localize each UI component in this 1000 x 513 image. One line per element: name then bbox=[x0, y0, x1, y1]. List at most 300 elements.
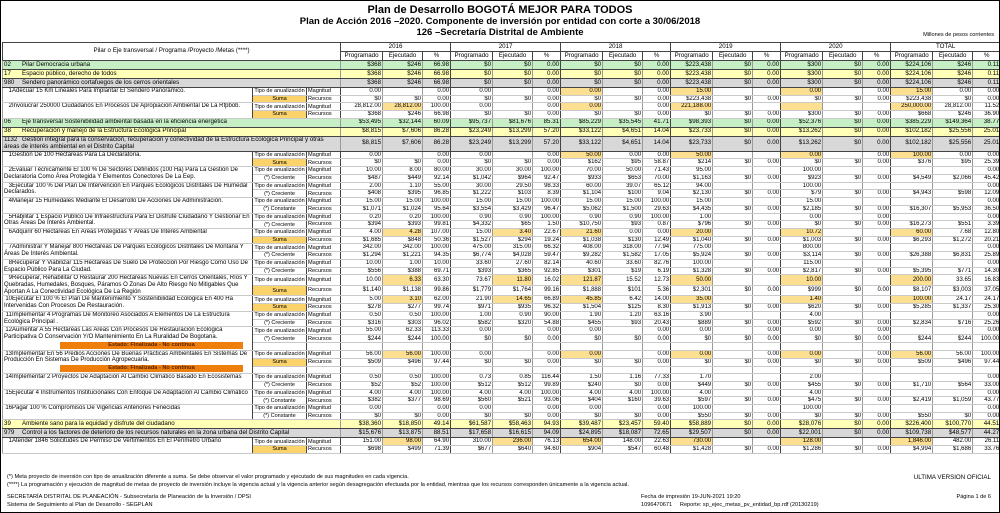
value-cell: 98.69 bbox=[423, 397, 451, 405]
value-cell: $303 bbox=[383, 319, 423, 327]
value-cell: 0.00 bbox=[561, 327, 603, 335]
value-cell: 100.00 bbox=[671, 405, 713, 413]
value-cell: $512 bbox=[493, 381, 533, 389]
value-cell: $7,606 bbox=[383, 127, 423, 136]
value-cell: $17,658 bbox=[451, 429, 493, 438]
value-cell: 45.85 bbox=[561, 296, 603, 304]
meta-number: 1 bbox=[8, 151, 12, 158]
value-cell: $0 bbox=[823, 61, 863, 70]
estado-banner: Estado: Finalizada - No continua bbox=[60, 342, 243, 349]
value-cell bbox=[713, 103, 753, 111]
row-label: Recuperación y manejo de la Estructura Ecológica Principal bbox=[22, 127, 187, 135]
value-cell: 71.39 bbox=[423, 446, 451, 454]
tipo-anualizacion-value: Suma bbox=[253, 358, 307, 366]
value-cell: $246 bbox=[933, 111, 973, 119]
meta-magnitud-row bbox=[3, 228, 1000, 236]
value-cell: $512 bbox=[451, 381, 493, 389]
value-cell: 10.00 bbox=[423, 259, 451, 267]
value-cell: $226,400 bbox=[891, 420, 933, 429]
value-cell: $23,733 bbox=[671, 136, 713, 151]
value-cell: $0 bbox=[493, 95, 533, 103]
value-cell: 0.00 bbox=[341, 151, 383, 159]
value-cell: $1,024 bbox=[383, 205, 423, 213]
value-cell: 0.00 bbox=[973, 374, 1000, 382]
value-cell: 0.00 bbox=[533, 111, 561, 119]
value-cell: $246 bbox=[383, 79, 423, 88]
sub-header: % bbox=[423, 52, 451, 61]
value-cell: 15.00 bbox=[451, 198, 493, 206]
value-cell bbox=[383, 366, 423, 373]
value-cell: 33.65 bbox=[933, 275, 973, 286]
value-cell: 0.00 bbox=[753, 335, 781, 343]
value-cell: 99.86 bbox=[423, 285, 451, 296]
sub-header: Ejecutado bbox=[493, 52, 533, 61]
value-cell: 56.00 bbox=[341, 350, 383, 358]
value-cell: $677 bbox=[451, 446, 493, 454]
value-cell: 0.00 bbox=[753, 358, 781, 366]
meta-label: Involucrar 250000 Ciudadanos En Procesos De Apropiación Ambiental De La Rfpbob. bbox=[12, 103, 241, 110]
tipo-anualizacion-label: Tipo de anualización bbox=[254, 167, 305, 174]
value-cell: 100.00 bbox=[423, 350, 451, 358]
value-cell: 95.00 bbox=[671, 167, 713, 175]
value-cell: $0 bbox=[713, 397, 753, 405]
row-label: Espacio público, derecho de todos bbox=[22, 69, 117, 77]
value-cell: 82.14 bbox=[533, 259, 561, 267]
value-cell: 100.00 bbox=[423, 213, 451, 221]
value-cell: 15.00 bbox=[451, 228, 493, 236]
value-cell: 0.00 bbox=[643, 412, 671, 420]
value-cell: $0 bbox=[823, 420, 863, 429]
value-cell: 72.65 bbox=[643, 429, 671, 438]
value-cell: 12.49 bbox=[643, 236, 671, 244]
value-cell: 8.00 bbox=[383, 167, 423, 175]
meta-number: 8 bbox=[8, 259, 12, 266]
value-cell bbox=[753, 405, 781, 413]
value-cell bbox=[863, 343, 891, 350]
meta-label-cell bbox=[3, 374, 253, 389]
value-cell: 98.33 bbox=[533, 182, 561, 190]
value-cell: 0.00 bbox=[533, 350, 561, 358]
value-cell: 4.00 bbox=[383, 389, 423, 397]
value-cell: 236.00 bbox=[493, 438, 533, 446]
value-cell: $0 bbox=[823, 205, 863, 213]
value-cell: 0.00 bbox=[973, 167, 1000, 175]
value-cell: $1,059 bbox=[933, 397, 973, 405]
value-cell: 76.13 bbox=[533, 438, 561, 446]
value-cell: $377 bbox=[383, 397, 423, 405]
value-cell bbox=[713, 213, 753, 221]
value-cell: $223,438 bbox=[891, 95, 933, 103]
tipo-anualizacion-value: Suma bbox=[253, 111, 307, 119]
row-code: 17 bbox=[4, 69, 11, 77]
value-cell: 0.00 bbox=[753, 304, 781, 312]
value-cell: 0.00 bbox=[973, 151, 1000, 159]
value-cell bbox=[713, 343, 753, 350]
value-cell: $0 bbox=[713, 190, 753, 198]
tipo-anualizacion-label: Tipo de anualización bbox=[254, 88, 305, 95]
value-cell: 20.21 bbox=[973, 236, 1000, 244]
value-cell: 0.00 bbox=[753, 70, 781, 79]
value-cell: 0.00 bbox=[973, 259, 1000, 267]
value-cell: $0 bbox=[713, 136, 753, 151]
value-cell bbox=[973, 343, 1000, 350]
value-cell: 0.00 bbox=[753, 127, 781, 136]
summary-row bbox=[3, 79, 1000, 88]
value-cell: $0 bbox=[341, 412, 383, 420]
value-cell: 54.88 bbox=[533, 319, 561, 327]
magnitud-label: Magnitud bbox=[307, 228, 341, 236]
recursos-label: Recursos bbox=[307, 252, 341, 260]
value-cell bbox=[493, 88, 533, 96]
value-cell: $2,419 bbox=[891, 397, 933, 405]
value-cell: 12.80 bbox=[973, 228, 1000, 236]
value-cell: 92.85 bbox=[533, 267, 561, 275]
value-cell: $0 bbox=[713, 61, 753, 70]
value-cell: 408.00 bbox=[561, 244, 603, 252]
value-cell: $0 bbox=[493, 61, 533, 70]
value-cell: $0 bbox=[781, 358, 823, 366]
sub-header: Programado bbox=[561, 52, 603, 61]
value-cell bbox=[451, 366, 493, 373]
value-cell bbox=[493, 327, 533, 335]
value-cell: $0 bbox=[713, 335, 753, 343]
value-cell: $52 bbox=[383, 381, 423, 389]
value-cell: 0.00 bbox=[533, 88, 561, 96]
value-cell: 0.00 bbox=[753, 319, 781, 327]
value-cell: $0 bbox=[493, 358, 533, 366]
value-cell bbox=[713, 374, 753, 382]
value-cell: $475 bbox=[781, 397, 823, 405]
value-cell: 17.05 bbox=[643, 252, 671, 260]
value-cell: 85.31 bbox=[533, 118, 561, 127]
summary-row bbox=[3, 420, 1000, 429]
value-cell: 96.85 bbox=[423, 190, 451, 198]
meta-number: 10 bbox=[5, 296, 12, 303]
value-cell: $23,249 bbox=[451, 136, 493, 151]
value-cell bbox=[451, 343, 493, 350]
value-cell: $0 bbox=[713, 446, 753, 454]
magnitud-label: Magnitud bbox=[307, 103, 341, 111]
value-cell: 28,812.00 bbox=[933, 103, 973, 111]
value-cell: 0.00 bbox=[753, 327, 781, 335]
value-cell bbox=[933, 311, 973, 319]
value-cell: $496 bbox=[383, 358, 423, 366]
value-cell: 77.94 bbox=[643, 244, 671, 252]
meta-number: 2 bbox=[8, 167, 12, 174]
value-cell: 0.00 bbox=[973, 213, 1000, 221]
value-cell: 0.00 bbox=[451, 88, 493, 96]
tipo-anualizacion-label: Tipo de anualización bbox=[254, 438, 305, 445]
value-cell bbox=[891, 327, 933, 335]
value-cell: $125 bbox=[603, 304, 643, 312]
value-cell: 100.00 bbox=[891, 151, 933, 159]
value-cell: 60.00 bbox=[561, 182, 603, 190]
value-cell bbox=[823, 350, 863, 358]
value-cell: 0.90 bbox=[493, 213, 533, 221]
value-cell: $38,360 bbox=[341, 420, 383, 429]
row-label: Sendero panorámico cortafuegos de los cerros orientales bbox=[22, 78, 180, 86]
value-cell: 221,188.00 bbox=[671, 103, 713, 111]
value-cell bbox=[713, 350, 753, 358]
magnitud-label: Magnitud bbox=[307, 350, 341, 358]
value-cell: 0.00 bbox=[643, 335, 671, 343]
value-cell: 0.00 bbox=[973, 389, 1000, 397]
value-cell: $13,262 bbox=[781, 136, 823, 151]
meta-number: 5 bbox=[8, 213, 12, 220]
value-cell: 96.32 bbox=[533, 304, 561, 312]
value-cell: 94.09 bbox=[533, 429, 561, 438]
meta-magnitud-row bbox=[3, 182, 1000, 190]
value-cell bbox=[973, 366, 1000, 373]
value-cell: 654.00 bbox=[561, 438, 603, 446]
value-cell: 4.00 bbox=[451, 389, 493, 397]
row-code: 39 bbox=[4, 420, 11, 427]
value-cell: 0.00 bbox=[863, 174, 891, 182]
value-cell bbox=[891, 366, 933, 373]
value-cell bbox=[863, 228, 891, 236]
meta-label-cell bbox=[3, 182, 253, 197]
value-cell: $0 bbox=[823, 174, 863, 182]
value-cell: $449 bbox=[383, 174, 423, 182]
value-cell: $0 bbox=[493, 335, 533, 343]
value-cell: 12.09 bbox=[973, 190, 1000, 198]
summary-label-cell bbox=[3, 70, 341, 79]
value-cell: $455 bbox=[561, 319, 603, 327]
value-cell: 0.00 bbox=[863, 381, 891, 389]
year-header: 2019 bbox=[671, 43, 781, 52]
tipo-anualizacion-value: Suma bbox=[253, 446, 307, 454]
value-cell: 0.00 bbox=[561, 405, 603, 413]
summary-row bbox=[3, 118, 1000, 127]
value-cell: 0.00 bbox=[643, 358, 671, 366]
value-cell: 77.33 bbox=[643, 374, 671, 382]
value-cell bbox=[891, 259, 933, 267]
value-cell bbox=[423, 343, 451, 350]
value-cell: $294 bbox=[493, 236, 533, 244]
value-cell: 15.00 bbox=[671, 198, 713, 206]
tipo-anualizacion-value: (*) Creciente bbox=[253, 221, 307, 229]
value-cell: $0 bbox=[781, 335, 823, 343]
value-cell: 50.00 bbox=[671, 151, 713, 159]
value-cell: 100.00 bbox=[533, 213, 561, 221]
value-cell: 88.51 bbox=[423, 429, 451, 438]
meta-label: Adquirir 60 Hectáreas En Áreas Protegidas Y Áreas De Interés Ambiental bbox=[12, 228, 207, 235]
value-cell: 10.00 bbox=[341, 167, 383, 175]
value-cell: 318.00 bbox=[603, 244, 643, 252]
value-cell: $0 bbox=[713, 252, 753, 260]
value-cell bbox=[603, 350, 643, 358]
value-cell bbox=[933, 374, 973, 382]
value-cell: 21.90 bbox=[451, 296, 493, 304]
value-cell bbox=[713, 389, 753, 397]
value-cell: $0 bbox=[603, 70, 643, 79]
row-code: 1132 bbox=[4, 136, 18, 143]
meta-label-cell bbox=[3, 327, 253, 350]
value-cell bbox=[823, 213, 863, 221]
value-cell: 100.00 bbox=[973, 335, 1000, 343]
value-cell: 0.00 bbox=[533, 335, 561, 343]
value-cell: $640 bbox=[493, 446, 533, 454]
value-cell: 107.00 bbox=[423, 228, 451, 236]
value-cell bbox=[863, 366, 891, 373]
value-cell: 94.93 bbox=[533, 420, 561, 429]
value-cell: $0 bbox=[713, 118, 753, 127]
value-cell: $964 bbox=[493, 174, 533, 182]
value-cell: $1,686 bbox=[933, 446, 973, 454]
value-cell bbox=[341, 366, 383, 373]
sub-header: Programado bbox=[451, 52, 493, 61]
value-cell: 0.00 bbox=[671, 327, 713, 335]
value-cell: 0.00 bbox=[863, 70, 891, 79]
value-cell: 24.17 bbox=[973, 296, 1000, 304]
magnitud-label: Magnitud bbox=[307, 198, 341, 206]
value-cell: $2,817 bbox=[781, 267, 823, 275]
value-cell: $0 bbox=[341, 159, 383, 167]
value-cell bbox=[753, 182, 781, 190]
value-cell bbox=[891, 311, 933, 319]
value-cell: 15.00 bbox=[341, 198, 383, 206]
value-cell: 100.00 bbox=[973, 350, 1000, 358]
value-cell bbox=[823, 374, 863, 382]
value-cell: 0.00 bbox=[643, 327, 671, 335]
value-cell: 1.10 bbox=[383, 182, 423, 190]
value-cell: 65.12 bbox=[643, 182, 671, 190]
value-cell bbox=[863, 296, 891, 304]
tipo-anualizacion-value: (*) Constante bbox=[253, 412, 307, 420]
value-cell bbox=[603, 103, 643, 111]
value-cell bbox=[823, 198, 863, 206]
value-cell: 100.00 bbox=[781, 182, 823, 190]
value-cell: $0 bbox=[561, 111, 603, 119]
value-cell bbox=[863, 374, 891, 382]
value-cell: 100.00 bbox=[423, 389, 451, 397]
value-cell: $0 bbox=[781, 221, 823, 229]
tipo-anualizacion-label: Tipo de anualización bbox=[254, 351, 305, 358]
value-cell: $550 bbox=[671, 412, 713, 420]
value-cell bbox=[753, 343, 781, 350]
value-cell: $1,710 bbox=[891, 381, 933, 389]
value-cell: $5,062 bbox=[561, 205, 603, 213]
value-cell: 56.00 bbox=[933, 350, 973, 358]
row-label: Eje transversal Sostenibilidad ambiental basada en la eficiencia energética bbox=[22, 118, 228, 126]
value-cell: 28,812.00 bbox=[341, 103, 383, 111]
tipo-anualizacion-label: Tipo de anualización bbox=[254, 296, 305, 303]
value-cell bbox=[823, 327, 863, 335]
value-cell bbox=[533, 343, 561, 350]
value-cell: $28,076 bbox=[781, 420, 823, 429]
value-cell: $0 bbox=[823, 412, 863, 420]
value-cell: $6,774 bbox=[451, 252, 493, 260]
value-cell: 15.00 bbox=[781, 198, 823, 206]
value-cell: $4,435 bbox=[671, 205, 713, 213]
value-cell: 0.00 bbox=[533, 79, 561, 88]
value-cell: 4.00 bbox=[341, 228, 383, 236]
value-cell: 40.60 bbox=[561, 259, 603, 267]
table-body bbox=[3, 61, 1000, 454]
value-cell: $300 bbox=[781, 79, 823, 88]
value-cell bbox=[863, 259, 891, 267]
value-cell: 0.00 bbox=[753, 118, 781, 127]
value-cell: 0.00 bbox=[863, 79, 891, 88]
row-label: Ambiente sano para la equidad y disfrute del ciudadano bbox=[22, 420, 175, 427]
empty-cell bbox=[253, 366, 307, 373]
value-cell: $1,286 bbox=[781, 446, 823, 454]
value-cell: $0 bbox=[823, 335, 863, 343]
summary-label-cell bbox=[3, 127, 341, 136]
value-cell: 4.00 bbox=[671, 389, 713, 397]
magnitud-label: Magnitud bbox=[307, 405, 341, 413]
value-cell: 15.52 bbox=[603, 275, 643, 286]
value-cell: 0.00 bbox=[863, 159, 891, 167]
value-cell: 1.40 bbox=[781, 296, 823, 304]
value-cell: 16.83 bbox=[973, 275, 1000, 286]
value-cell: $0 bbox=[493, 79, 533, 88]
value-cell: 36.90 bbox=[973, 111, 1000, 119]
value-cell: $0 bbox=[603, 61, 643, 70]
value-cell: 0.00 bbox=[863, 350, 891, 358]
value-cell bbox=[781, 343, 823, 350]
report-id: 1096470671 bbox=[641, 502, 673, 508]
value-cell: $1,042 bbox=[451, 174, 493, 182]
value-cell: $796 bbox=[671, 221, 713, 229]
year-header: 2018 bbox=[561, 43, 671, 52]
value-cell: $102,182 bbox=[891, 136, 933, 151]
value-cell: 30.00 bbox=[451, 167, 493, 175]
value-cell bbox=[753, 311, 781, 319]
value-cell: 113.33 bbox=[423, 327, 451, 335]
value-cell: $95,737 bbox=[451, 118, 493, 127]
value-cell: $0 bbox=[823, 79, 863, 88]
value-cell: $5,924 bbox=[671, 252, 713, 260]
meta-magnitud-row bbox=[3, 374, 1000, 382]
footer-page-number: Página 1 de 6 bbox=[956, 494, 991, 500]
value-cell: $0 bbox=[451, 111, 493, 119]
value-cell: 15.00 bbox=[603, 198, 643, 206]
value-cell: 0.00 bbox=[863, 236, 891, 244]
value-cell: 98.00 bbox=[383, 438, 423, 446]
summary-row bbox=[3, 429, 1000, 438]
value-cell bbox=[753, 438, 781, 446]
value-cell: 0.00 bbox=[643, 70, 671, 79]
value-cell bbox=[713, 275, 753, 286]
value-cell: $1,328 bbox=[671, 267, 713, 275]
meta-magnitud-row bbox=[3, 350, 1000, 358]
value-cell: 0.00 bbox=[643, 228, 671, 236]
value-cell: $521 bbox=[493, 397, 533, 405]
value-cell: $22,001 bbox=[781, 429, 823, 438]
value-cell: $23,733 bbox=[671, 127, 713, 136]
value-cell: 315.00 bbox=[493, 244, 533, 252]
value-cell: 25.39 bbox=[973, 159, 1000, 167]
value-cell: $214 bbox=[671, 159, 713, 167]
value-cell: 0.00 bbox=[753, 79, 781, 88]
value-cell: 50.00 bbox=[671, 275, 713, 286]
value-cell: 57.20 bbox=[533, 136, 561, 151]
value-cell: $904 bbox=[561, 446, 603, 454]
value-cell: $3,429 bbox=[493, 205, 533, 213]
value-cell: $32,144 bbox=[383, 118, 423, 127]
tipo-anualizacion-label: Tipo de anualización bbox=[254, 152, 305, 159]
value-cell: 44.27 bbox=[973, 429, 1000, 438]
value-cell: $0 bbox=[671, 335, 713, 343]
value-cell: 62.33 bbox=[383, 327, 423, 335]
value-cell: 27.60 bbox=[493, 259, 533, 267]
value-cell: 0.00 bbox=[423, 159, 451, 167]
value-cell: 0.73 bbox=[451, 374, 493, 382]
value-cell: 100.00 bbox=[423, 244, 451, 252]
value-cell: $33,122 bbox=[561, 127, 603, 136]
meta-magnitud-row bbox=[3, 275, 1000, 286]
